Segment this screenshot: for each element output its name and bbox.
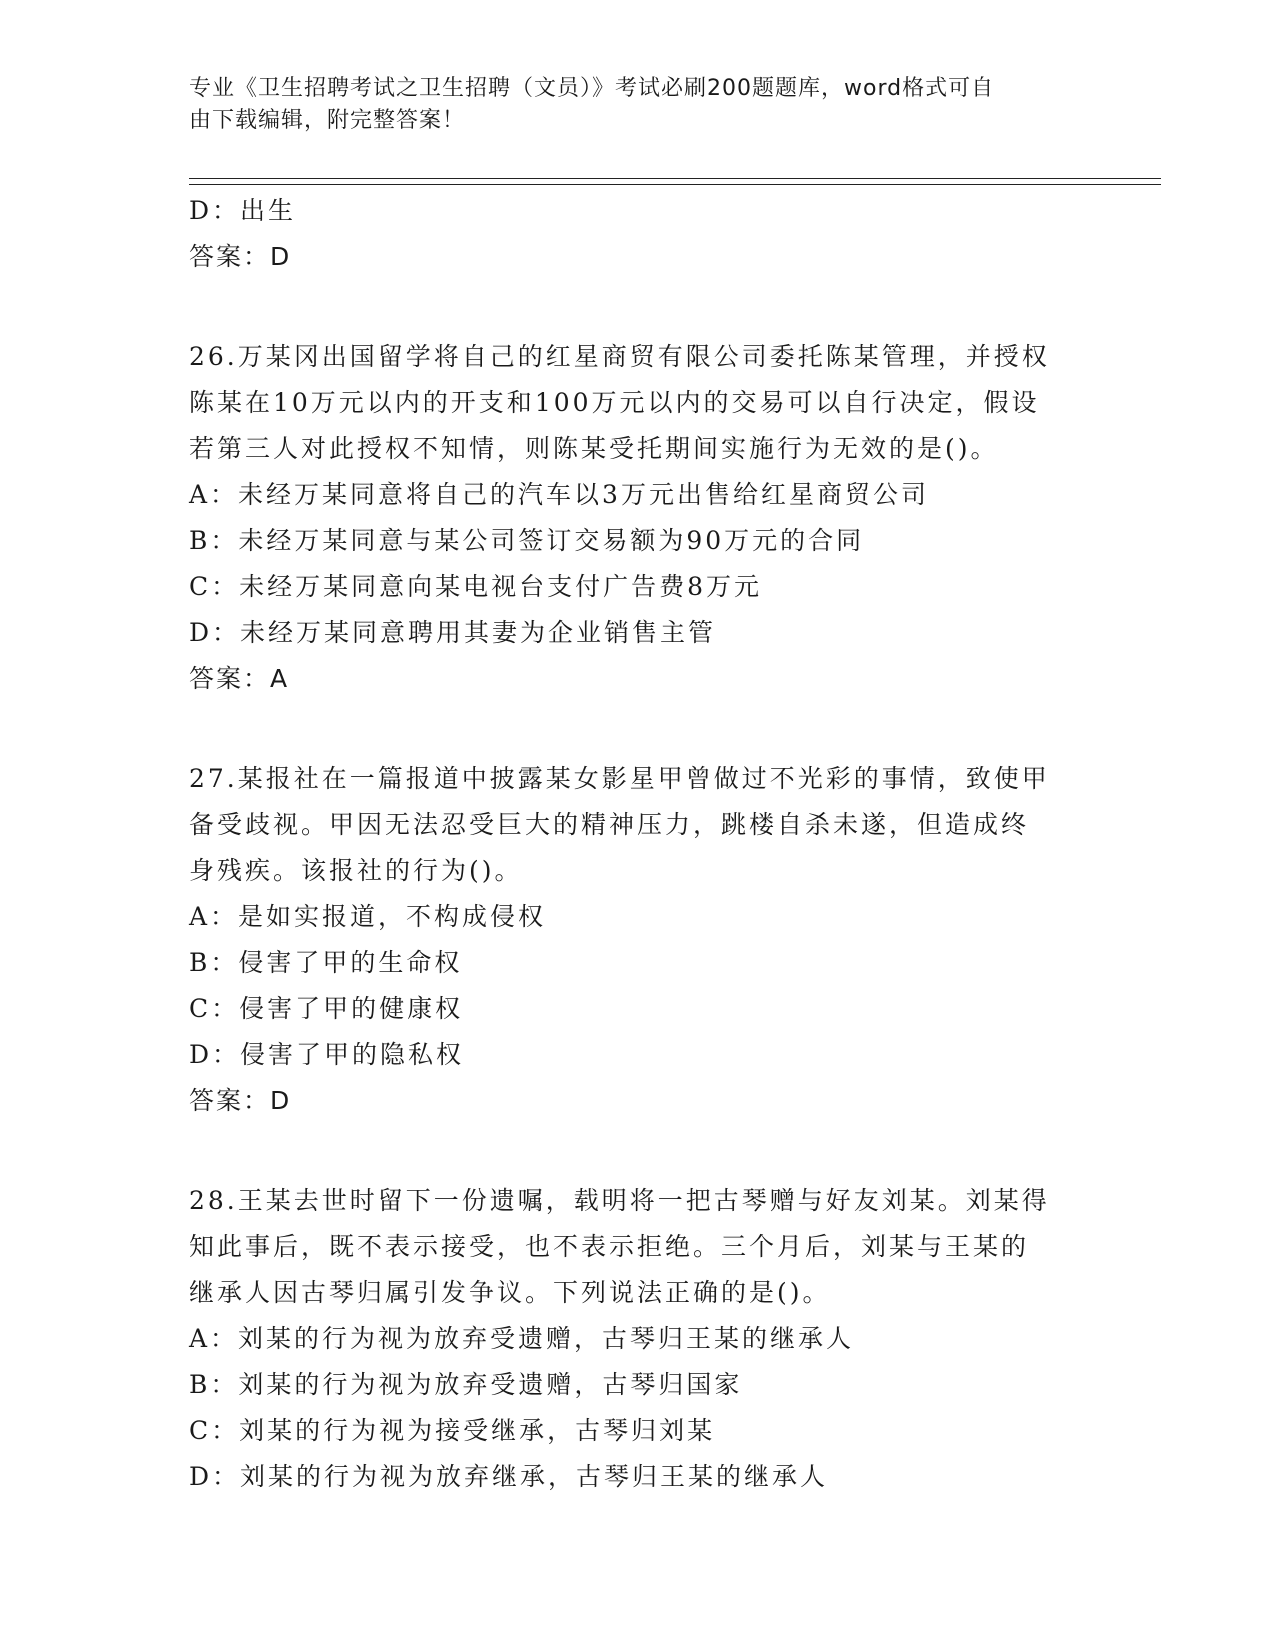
option-c: C：未经万某同意向某电视台支付广告费8万元 — [189, 572, 763, 601]
option-a: A：是如实报道，不构成侵权 — [189, 902, 547, 931]
question-stem-line: 陈某在10万元以内的开支和100万元以内的交易可以自行决定，假设 — [189, 388, 1040, 417]
previous-question-tail — [189, 188, 1089, 280]
header-divider — [189, 178, 1161, 185]
option-d: D：刘某的行为视为放弃继承，古琴归王某的继承人 — [189, 1462, 829, 1491]
answer-line: 答案：D — [189, 242, 292, 271]
question-stem-line: 若第三人对此授权不知情，则陈某受托期间实施行为无效的是()。 — [189, 434, 999, 463]
option-d: D：侵害了甲的隐私权 — [189, 1040, 465, 1069]
option-a: A：刘某的行为视为放弃受遗赠，古琴归王某的继承人 — [189, 1324, 855, 1353]
question-27 — [189, 756, 1089, 1124]
question-stem-line: 28.王某去世时留下一份遗嘱，载明将一把古琴赠与好友刘某。刘某得 — [189, 1186, 1050, 1215]
question-stem-line: 身残疾。该报社的行为()。 — [189, 856, 523, 885]
question-stem-line: 27.某报社在一篇报道中披露某女影星甲曾做过不光彩的事情，致使甲 — [189, 764, 1050, 793]
question-stem-line: 备受歧视。甲因无法忍受巨大的精神压力，跳楼自杀未遂，但造成终 — [189, 810, 1030, 839]
option-b: B：刘某的行为视为放弃受遗赠，古琴归国家 — [189, 1370, 743, 1399]
option-a: A：未经万某同意将自己的汽车以3万元出售给红星商贸公司 — [189, 480, 929, 509]
option-d: D：未经万某同意聘用其妻为企业销售主管 — [189, 618, 717, 647]
question-stem-line: 知此事后，既不表示接受，也不表示拒绝。三个月后，刘某与王某的 — [189, 1232, 1030, 1261]
question-28 — [189, 1178, 1089, 1500]
question-26 — [189, 334, 1089, 702]
question-stem — [189, 756, 1089, 894]
answer-line: 答案：A — [189, 664, 290, 693]
option-b: B：侵害了甲的生命权 — [189, 948, 463, 977]
answer-line: 答案：D — [189, 1086, 292, 1115]
question-stem-line: 继承人因古琴归属引发争议。下列说法正确的是()。 — [189, 1278, 831, 1307]
option-d: D：出生 — [189, 196, 297, 225]
question-stem — [189, 334, 1089, 472]
option-c: C：侵害了甲的健康权 — [189, 994, 464, 1023]
header-title-line-2: 由下载编辑，附完整答案！ — [189, 108, 466, 133]
question-list — [189, 188, 1089, 1500]
question-stem — [189, 1178, 1089, 1316]
header-title-line-1: 专业《卫生招聘考试之卫生招聘（文员）》考试必刷200题题库，word格式可自 — [189, 76, 995, 101]
option-c: C：刘某的行为视为接受继承，古琴归刘某 — [189, 1416, 716, 1445]
option-b: B：未经万某同意与某公司签订交易额为90万元的合同 — [189, 526, 865, 555]
question-stem-line: 26.万某冈出国留学将自己的红星商贸有限公司委托陈某管理，并授权 — [189, 342, 1050, 371]
document-header — [189, 73, 1089, 137]
